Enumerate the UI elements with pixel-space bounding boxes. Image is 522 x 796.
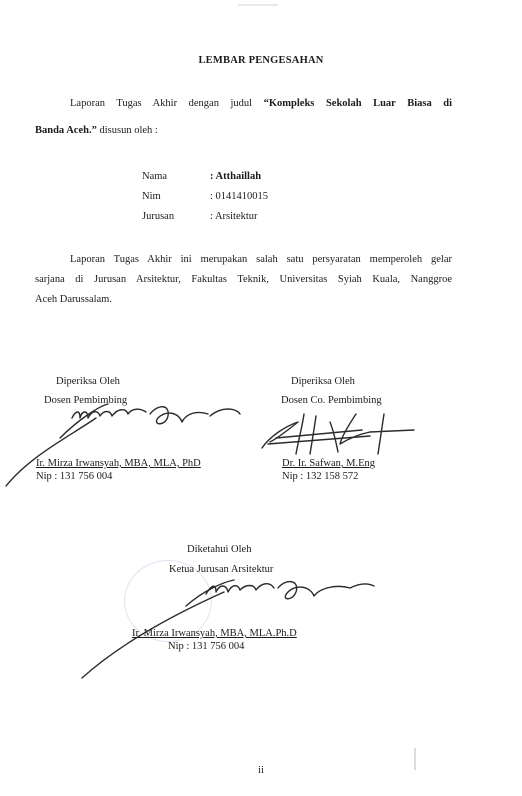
- thesis-title-part-1: “Kompleks Sekolah Luar Biasa di: [263, 98, 453, 109]
- supervisor1-nip: Nip : 131 756 004: [36, 471, 113, 482]
- nim-value: : 0141410015: [210, 191, 269, 202]
- requirement-line-1: Laporan Tugas Akhir ini merupakan salah satu persyaratan memperoleh gelar: [70, 254, 452, 265]
- supervisor2-checked-by: Diperiksa Oleh: [291, 376, 355, 387]
- page-number: ii: [258, 765, 264, 776]
- requirement-line-3: Aceh Darussalam.: [35, 294, 112, 305]
- department-value: : Arsitektur: [210, 211, 258, 222]
- nim-label: Nim: [142, 191, 161, 202]
- supervisor2-name: Dr. Ir. Safwan, M.Eng: [282, 458, 376, 469]
- scan-mark: [238, 4, 278, 6]
- supervisor1-signature: [0, 396, 250, 496]
- name-value: : Atthaillah: [210, 171, 262, 182]
- intro-line-2: Banda Aceh.” disusun oleh :: [35, 125, 158, 136]
- supervisor2-nip: Nip : 132 158 572: [282, 471, 359, 482]
- supervisor1-role: Dosen Pembimbing: [44, 395, 128, 406]
- department-label: Jurusan: [142, 211, 175, 222]
- head-role: Ketua Jurusan Arsitektur: [169, 564, 274, 575]
- intro-line-1: Laporan Tugas Akhir dengan judul “Kompleks Sekolah Luar Biasa di: [70, 98, 453, 109]
- supervisor2-role: Dosen Co. Pembimbing: [281, 395, 382, 406]
- head-name: Ir. Mirza Irwansyah, MBA, MLA.Ph.D: [132, 628, 297, 639]
- supervisor1-checked-by: Diperiksa Oleh: [56, 376, 120, 387]
- name-label: Nama: [142, 171, 168, 182]
- supervisor2-signature: [258, 408, 418, 460]
- head-known-by: Diketahui Oleh: [187, 544, 252, 555]
- head-signature: [74, 570, 384, 685]
- supervisor1-name: Ir. Mirza Irwansyah, MBA, MLA, PhD: [36, 458, 201, 469]
- head-nip: Nip : 131 756 004: [168, 641, 245, 652]
- page-title: LEMBAR PENGESAHAN: [198, 55, 324, 66]
- requirement-line-2: sarjana di Jurusan Arsitektur, Fakultas Teknik, Universitas Syiah Kuala, Nanggroe: [35, 274, 452, 285]
- thesis-title-part-2: Banda Aceh.”: [35, 125, 97, 136]
